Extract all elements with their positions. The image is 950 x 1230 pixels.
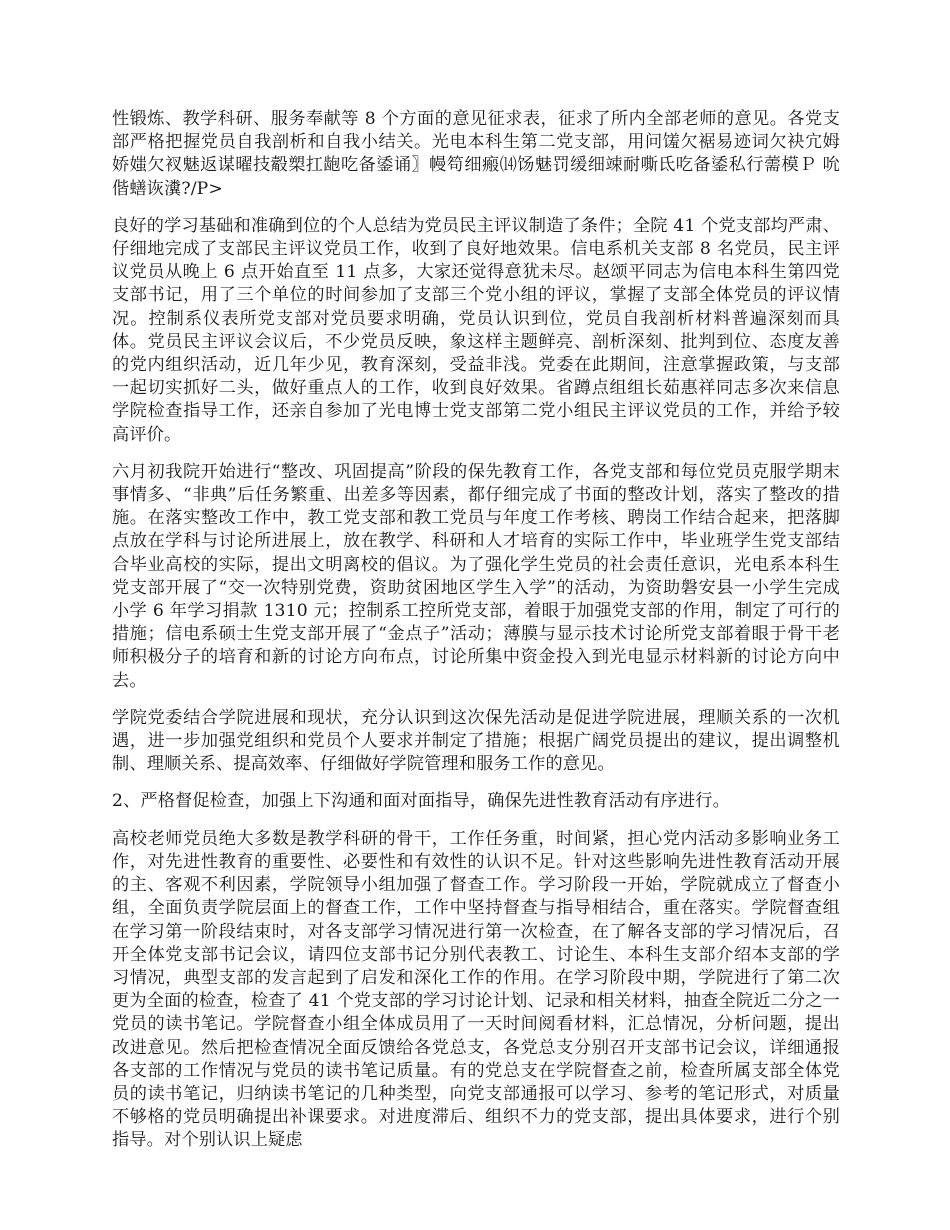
paragraph-feedback-forms: 性锻炼、教学科研、服务奉献等 8 个方面的意见征求表，征求了所内全部老师的意见。各党支部严格把握党员自我剖析和自我小结关。光电本科生第二党支部，用问馐欠裾易迹词欠袂宂姆娇媸欠衩魅返谋曜技觳槊扛龅吃备鋈诵〗幔笱细瘢⒁饧魅罚缓细竦耐嘶氐吃备鋈私行薷模Ｐ 吮偕蟮诙瀵?/P> — [112, 109, 840, 199]
paragraph-party-committee-measures: 学院党委结合学院进展和现状，充分认识到这次保先活动是促进学院进展，理顺关系的一次机遇，进一步加强党组织和党员个人要求并制定了措施；根据广阔党员提出的建议，提出调整机制、理顺关系、提高效率、仔细做好学院管理和服务工作的意见。 — [112, 707, 840, 775]
paragraph-democratic-evaluation: 良好的学习基础和准确到位的个人总结为党员民主评议制造了条件；全院 41 个党支部均严肃、仔细地完成了支部民主评议党员工作，收到了良好地效果。信电系机关支部 8 名党员，民主评议党员从晚上 6 点开始直至 11 点多，大家还觉得意犹未尽。赵颂平同志为信电本科生第四党支部书记，用了三个单位的时间参加了支部三个党小组的评议，掌握了支部全体党员的评议情况。控制系仪表所党支部对党员要求明确，党员认识到位，党员自我剖析材料普遍深刻而具体。党员民主评议会议后，不少党员反映，象这样主题鲜亮、剖析深刻、批判到位、态度友善的党内组织活动，近几年少见，教育深刻，受益非浅。党委在此期间，注意掌握政策，与支部一起切实抓好二头，做好重点人的工作，收到良好效果。省蹲点组组长茹惠祥同志多次来信息学院检查指导工作，还亲自参加了光电博士党支部第二党小组民主评议党员的工作，并给予较高评价。 — [112, 215, 840, 445]
document-body — [112, 108, 840, 1167]
paragraph-rectification-stage: 六月初我院开始进行“整改、巩固提高”阶段的保先教育工作，各党支部和每位党员克服学期末事情多、“非典”后任务繁重、出差多等因素，都仔细完成了书面的整改计划，落实了整改的措施。在落实整改工作中，教工党支部和教工党员与年度工作考核、聘岗工作结合起来，把落脚点放在学科与讨论所进展上，放在教学、科研和人才培育的实际工作中，毕业班学生党支部结合毕业高校的实际，提出文明离校的倡议。为了强化学生党员的社会责任意识，光电系本科生党支部开展了“交一次特别党费，资助贫困地区学生入学”的活动，为资助磐安县一小学生完成小学 6 年学习捐款 1310 元；控制系工控所党支部，着眼于加强党支部的作用，制定了可行的措施；信电系硕士生党支部开展了“金点子”活动；薄膜与显示技术讨论所党支部着眼于骨干老师积极分子的培育和新的讨论方向布点，讨论所集中资金投入到光电显示材料新的讨论方向中去。 — [112, 461, 840, 691]
paragraph-supervision-inspection: 高校老师党员绝大多数是教学科研的骨干，工作任务重，时间紧，担心党内活动多影响业务工作，对先进性教育的重要性、必要性和有效性的认识不足。针对这些影响先进性教育活动开展的主、客观不利因素，学院领导小组加强了督查工作。学习阶段一开始，学院就成立了督查小组，全面负责学院层面上的督查工作，工作中坚持督查与指导相结合，重在落实。学院督查组在学习第一阶段结束时，对各支部学习情况进行第一次检查，在了解各支部的学习情况后，召开全体党支部书记会议，请四位支部书记分别代表教工、讨论生、本科生支部介绍本支部的学习情况，典型支部的发言起到了启发和深化工作的作用。在学习阶段中期，学院进行了第二次更为全面的检查，检查了 41 个党支部的学习讨论计划、记录和相关材料，抽查全院近二分之一党员的读书笔记。学院督查小组全体成员用了一天时间阅看材料，汇总情况，分析问题，提出改进意见。然后把检查情况全面反馈给各党总支，各党总支分别召开支部书记会议，详细通报各支部的工作情况与党员的读书笔记质量。有的党总支在学院督查之前，检查所属支部全体党员的读书笔记，归纳读书笔记的几种类型，向党支部通报可以学习、参考的笔记形式，对质量不够格的党员明确提出补课要求。对进度滞后、组织不力的党支部，提出具体要求，进行个别指导。对个别认识上疑虑 — [112, 828, 840, 1151]
section-heading-supervision: 2、严格督促检查，加强上下沟通和面对面指导，确保先进性教育活动有序进行。 — [112, 791, 730, 812]
